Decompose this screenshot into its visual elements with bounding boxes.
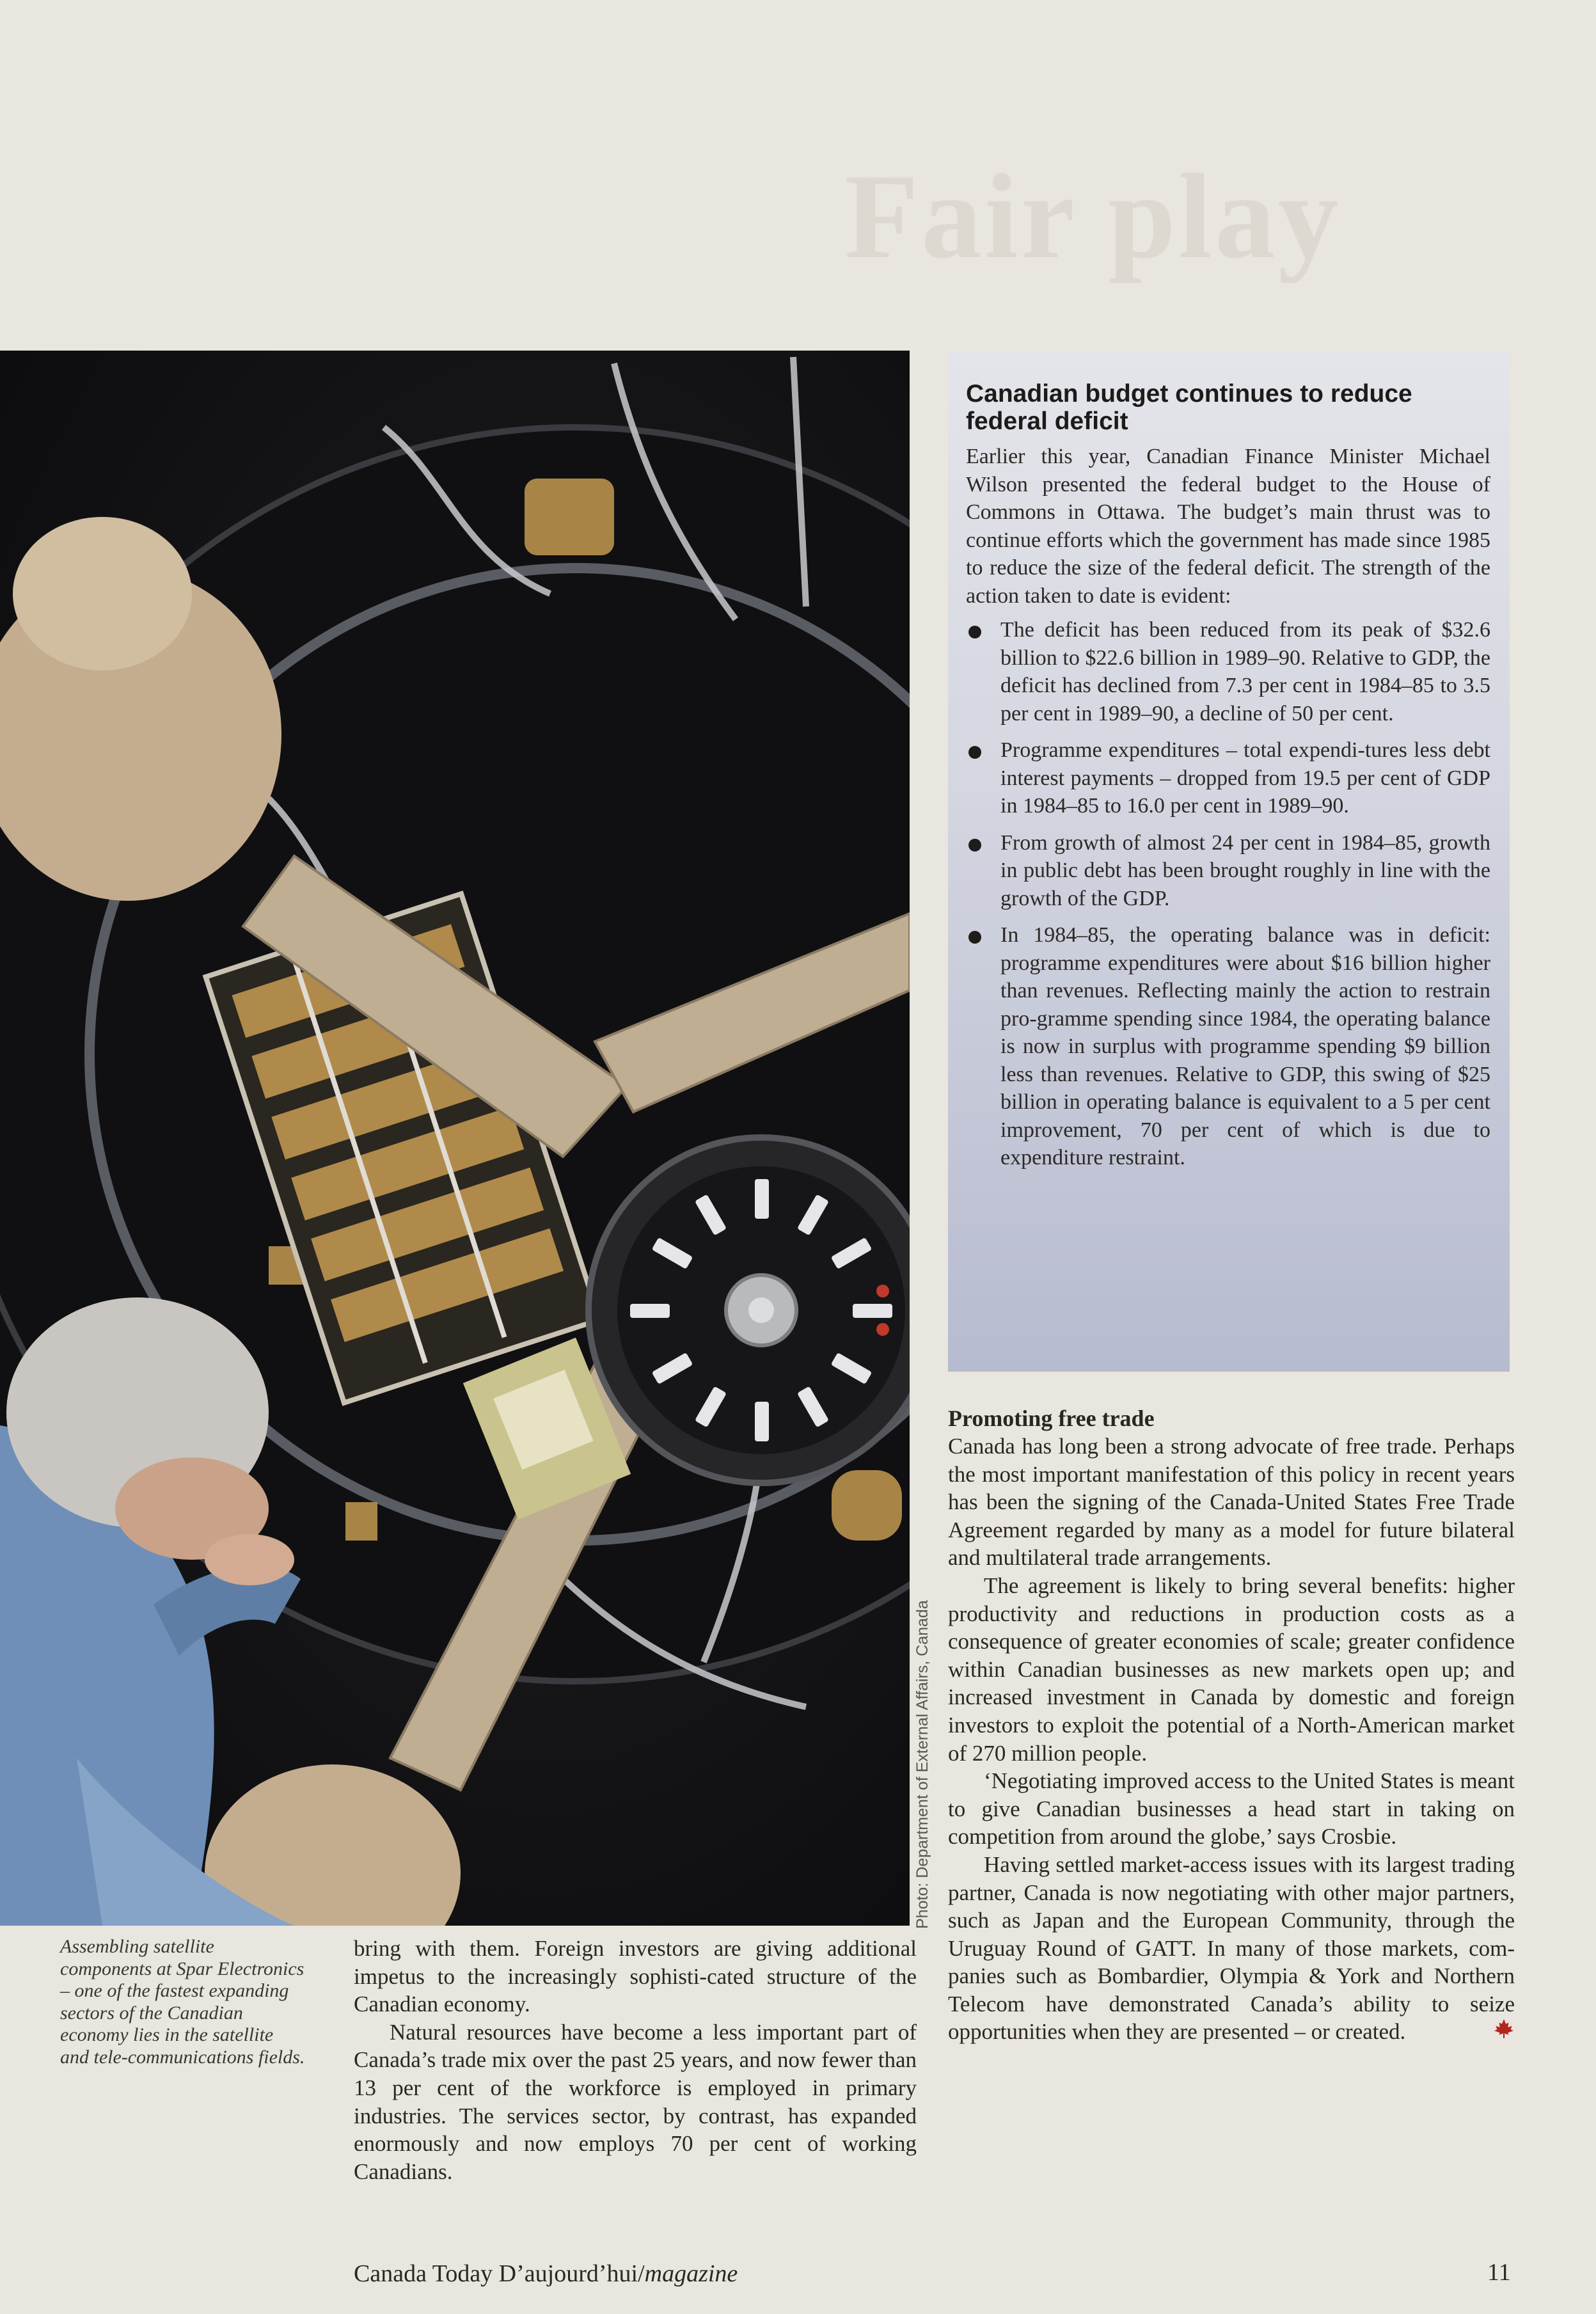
maple-leaf-icon <box>1493 2018 1515 2040</box>
bullet-dot-icon <box>968 746 981 759</box>
right-paragraph-2: The agreement is likely to bring several benefits: higher productivity and reductions in production costs as a consequence of greater economies of scale; greater confidence within Canadian businesses as new markets open up; and increased investment in Canada by domestic and foreign investors to exploit the potential of a North-American market of 270 million people. <box>948 1573 1515 1766</box>
bullet-dot-icon <box>968 626 981 638</box>
right-column <box>948 1404 1515 2046</box>
sidebar-intro: Earlier this year, Canadian Finance Minister Michael Wilson presented the federal budget to the House of Commons in Ottawa. The budget’s main thrust was to continue efforts which the government has made since 1985 to reduce the size of the federal deficit. The strength of the action taken to date is evident: <box>966 445 1490 608</box>
sidebar-title: Canadian budget continues to reduce federal deficit <box>966 380 1412 435</box>
bullet-text: From growth of almost 24 per cent in 1984–85, growth in public debt has been brought roughly in line with the growth of the GDP. <box>1000 830 1490 910</box>
bullet-dot-icon <box>968 839 981 852</box>
ghost-heading: Fair play <box>844 150 1341 284</box>
middle-paragraph-1: bring with them. Foreign investors are giving additional impetus to the increasingly sophisti-cated structure of the Canadian economy. <box>354 1936 917 2017</box>
page-number: 11 <box>1487 2259 1511 2286</box>
sidebar-bullet <box>966 829 1490 913</box>
section-subhead: Promoting free trade <box>948 1406 1155 1431</box>
bullet-text: In 1984–85, the operating balance was in deficit: programme expenditures were about $16 billion higher than revenues. Reflecting mainly the action to restrain pro-gramme spending since 1984, the operating balance is now in surplus with programme spending $9 billion less than revenues. Relative to GDP, this swing of $25 billion in operating balance is equivalent to a 5 per cent improvement, 70 per cent of which is due to expenditure restraint. <box>1000 923 1490 1169</box>
right-paragraph-1: Canada has long been a strong advocate of free trade. Perhaps the most important manifestation of this policy in recent years has been the signing of the Canada-United States Free Trade Agreement regarded by many as a model for future bilateral and multilateral trade arrangements. <box>948 1434 1515 1571</box>
right-paragraph-4-text: Having settled market-access issues with its largest trading partner, Canada is now negotiating with other major partners, such as Japan and the European Community, through the Uruguay Round of GATT. In many of those markets, com-panies such as Bombardier, Olympia & York and Northern Telecom have demonstrated Canada’s ability to seize opportunities when they are presented – or created. <box>948 1851 1515 2045</box>
photo-caption: Assembling satellite components at Spar Electronics – one of the fastest expanding sectors of the Canadian economy lies in the satellite and tele-communications fields. <box>60 1936 305 2068</box>
bullet-dot-icon <box>968 931 981 944</box>
sidebar-bullet <box>966 736 1490 820</box>
right-paragraph-3: ‘Negotiating improved access to the United States is meant to give Canadian businesses a head start in taking on competition from around the globe,’ says Crosbie. <box>948 1768 1515 1850</box>
budget-sidebar <box>948 352 1510 1372</box>
right-paragraph-4 <box>948 1851 1515 2046</box>
satellite-illustration <box>0 351 910 1926</box>
middle-paragraph-2: Natural resources have become a less important part of Canada’s trade mix over the past 25 years, and now fewer than 13 per cent of the workforce is employed in primary industries. The services sector, by contrast, has expanded enormously and now employs 70 per cent of working Canadians. <box>354 2019 917 2184</box>
publication-suffix: magazine <box>644 2260 738 2287</box>
sidebar-bullet-list <box>966 616 1490 1172</box>
photo-credit-text: Photo: Department of External Affairs, Canada <box>913 1600 931 1929</box>
publication-title <box>354 2260 738 2288</box>
satellite-assembly-photo <box>0 351 910 1926</box>
bullet-text: Programme expenditures – total expendi-tures less debt interest payments – dropped from 19.5 per cent of GDP in 1984–85 to 16.0 per cent in 1989–90. <box>1000 738 1490 818</box>
middle-column <box>354 1935 917 2185</box>
bullet-text: The deficit has been reduced from its peak of $32.6 billion to $22.6 billion in 1989–90. Relative to GDP, the deficit has declined from 7.3 per cent in 1984–85 to 3.5 per cent in 1989–90, a decline of 50 per cent. <box>1000 618 1490 725</box>
sidebar-bullet <box>966 616 1490 727</box>
sidebar-bullet <box>966 921 1490 1172</box>
publication-name: Canada Today D’aujourd’hui/ <box>354 2260 645 2287</box>
